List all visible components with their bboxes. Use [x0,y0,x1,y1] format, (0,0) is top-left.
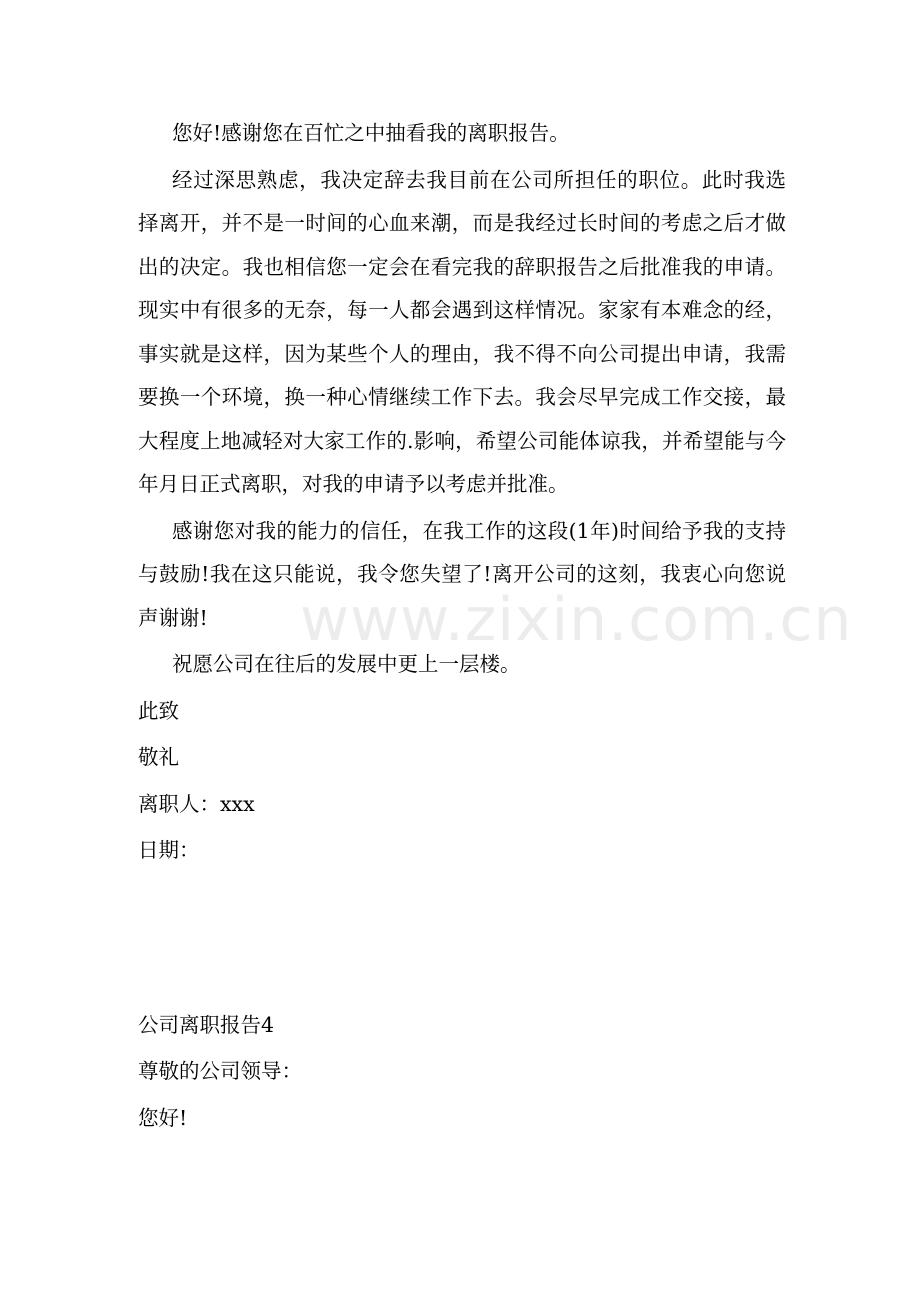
next-salutation: 尊敬的公司领导： [138,1059,302,1083]
document-body [138,112,786,1143]
closing-line-2: 敬礼 [138,745,179,769]
greeting-paragraph: 您好!感谢您在百忙之中抽看我的离职报告。 [172,121,570,145]
resigner-line: 离职人：xxx [138,791,255,816]
closing-line-1: 此致 [138,698,179,723]
main-paragraph: 经过深思熟虑，我决定辞去我目前在公司所担任的职位。此时我选择离开，并不是一时间的心血来潮，而是我经过长时间的考虑之后才做出的决定。我也相信您一定会在看完我的辞职报告之后批准我的申请。现实中有很多的无奈，每一人都会遇到这样情况。家家有本难念的经，事实就是这样，因为某些个人的理由，我不得不向公司提出申请，我需要换一个环境，换一种心情继续工作下去。我会尽早完成工作交接，最大程度上地减轻对大家工作的.影响，希望公司能体谅我，并希望能与今年月日正式离职，对我的申请予以考虑并批准。 [138,167,786,496]
date-line: 日期： [138,838,200,862]
thanks-paragraph: 感谢您对我的能力的信任，在我工作的这段(1年)时间给予我的支持与鼓励!我在这只能说，我令您失望了!离开公司的这刻，我衷心向您说声谢谢! [138,518,786,630]
section-gap [138,876,786,1004]
wish-paragraph: 祝愿公司在往后的发展中更上一层楼。 [172,652,521,676]
next-section-title: 公司离职报告4 [138,1012,275,1037]
next-greeting: 您好! [138,1105,188,1130]
watermark-text: www.zixin.com.cn [300,585,853,655]
